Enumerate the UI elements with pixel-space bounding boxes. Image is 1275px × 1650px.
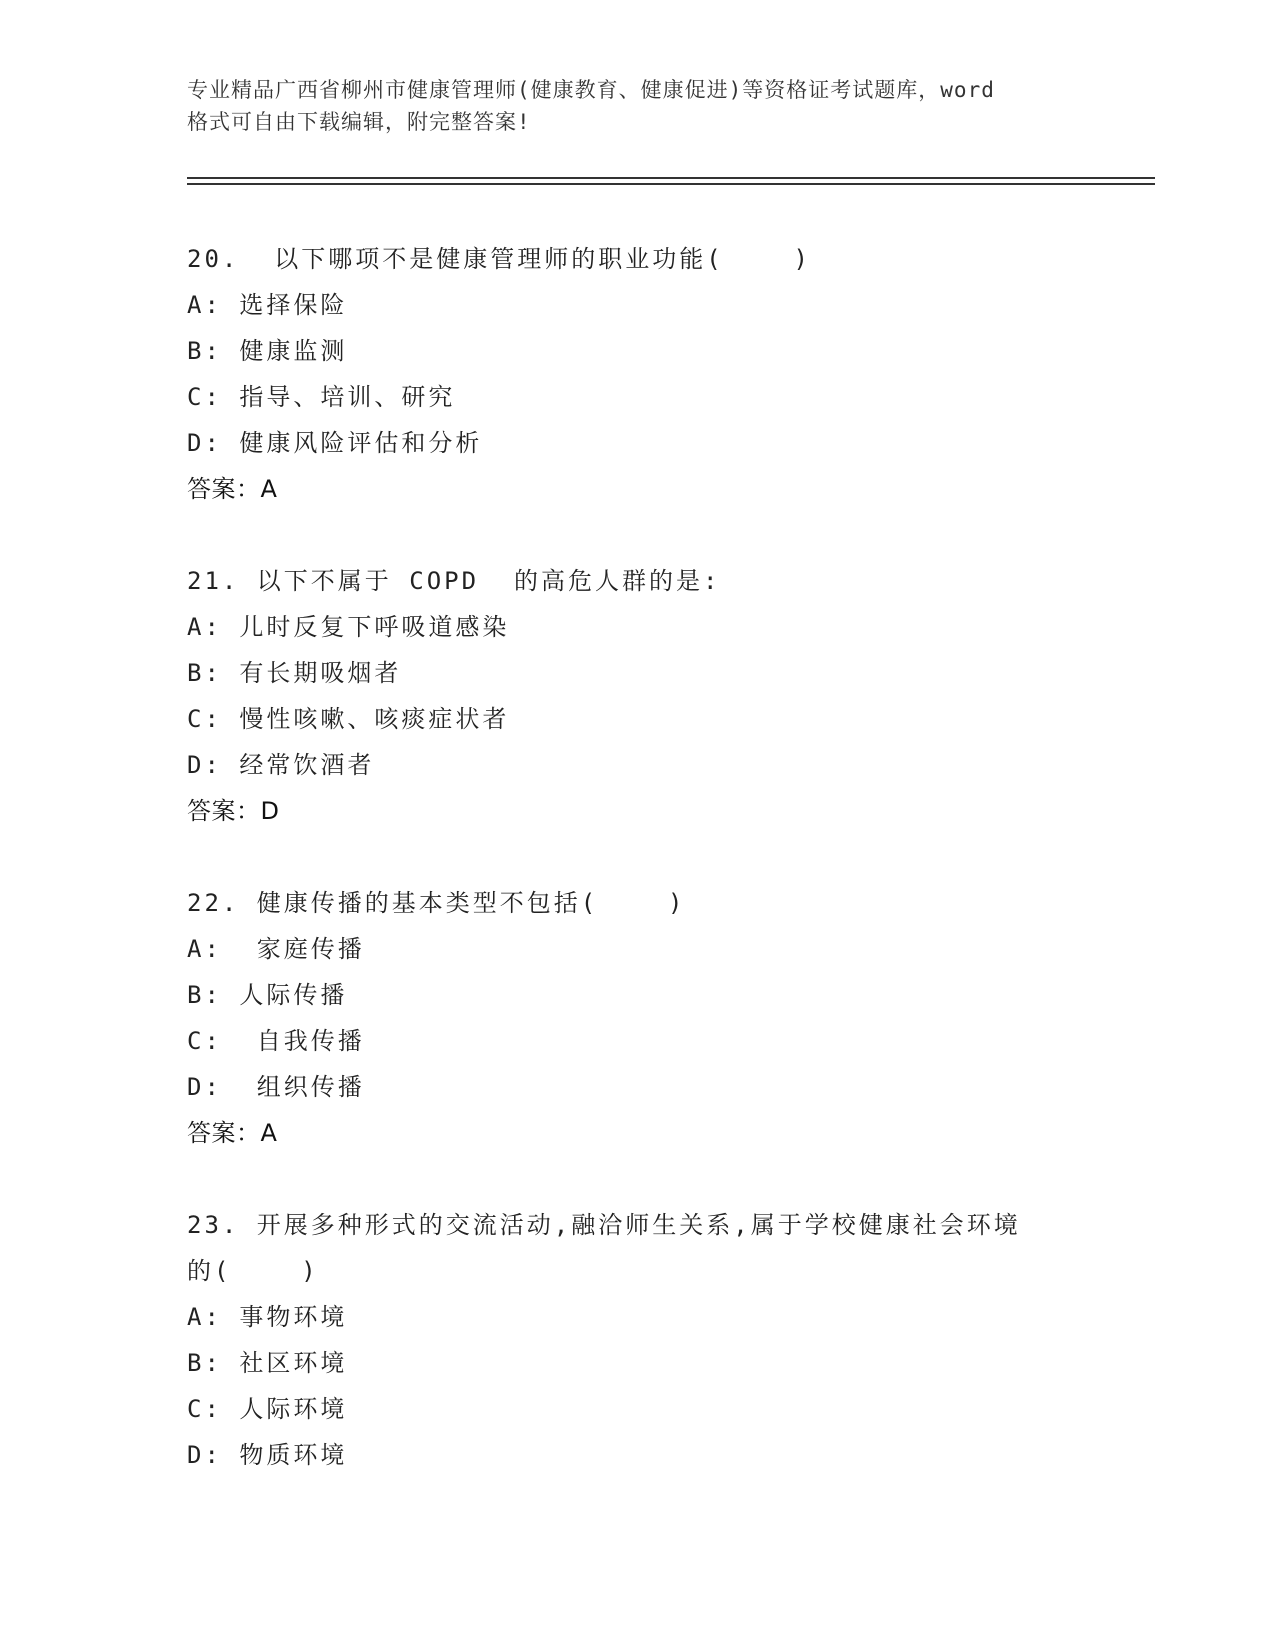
option-a: A: 事物环境 bbox=[187, 1303, 348, 1331]
option-a: A: 选择保险 bbox=[187, 291, 348, 319]
option-c: C: 指导、培训、研究 bbox=[187, 383, 456, 411]
option-c: C: 自我传播 bbox=[187, 1027, 365, 1055]
option-d: D: 组织传播 bbox=[187, 1073, 365, 1101]
question-stem-line-1: 23. 开展多种形式的交流活动,融洽师生关系,属于学校健康社会环境 bbox=[187, 1211, 1021, 1239]
question-21 bbox=[187, 558, 1087, 834]
option-a: A: 儿时反复下呼吸道感染 bbox=[187, 613, 510, 641]
answer-text: 答案：D bbox=[187, 797, 280, 825]
question-stem: 21. 以下不属于 COPD 的高危人群的是: bbox=[187, 567, 721, 595]
question-23 bbox=[187, 1202, 1087, 1478]
question-list bbox=[187, 236, 1087, 1524]
question-stem-line-2: 的( ) bbox=[187, 1257, 319, 1285]
option-c: C: 人际环境 bbox=[187, 1395, 348, 1423]
option-b: B: 健康监测 bbox=[187, 337, 348, 365]
header-text-line-2: 格式可自由下载编辑，附完整答案! bbox=[187, 110, 531, 134]
option-d: D: 健康风险评估和分析 bbox=[187, 429, 483, 457]
answer-text: 答案：A bbox=[187, 1119, 278, 1147]
option-b: B: 人际传播 bbox=[187, 981, 348, 1009]
question-stem: 22. 健康传播的基本类型不包括( ) bbox=[187, 889, 686, 917]
option-b: B: 社区环境 bbox=[187, 1349, 348, 1377]
option-a: A: 家庭传播 bbox=[187, 935, 365, 963]
question-stem: 20. 以下哪项不是健康管理师的职业功能( ) bbox=[187, 245, 811, 273]
option-c: C: 慢性咳嗽、咳痰症状者 bbox=[187, 705, 510, 733]
option-d: D: 物质环境 bbox=[187, 1441, 348, 1469]
header-divider-top bbox=[187, 177, 1155, 179]
answer-text: 答案：A bbox=[187, 475, 278, 503]
option-d: D: 经常饮酒者 bbox=[187, 751, 375, 779]
document-header bbox=[187, 74, 1087, 138]
option-b: B: 有长期吸烟者 bbox=[187, 659, 402, 687]
header-divider-bottom bbox=[187, 183, 1155, 185]
question-22 bbox=[187, 880, 1087, 1156]
question-20 bbox=[187, 236, 1087, 512]
header-text-line-1: 专业精品广西省柳州市健康管理师(健康教育、健康促进)等资格证考试题库，word bbox=[187, 78, 995, 102]
